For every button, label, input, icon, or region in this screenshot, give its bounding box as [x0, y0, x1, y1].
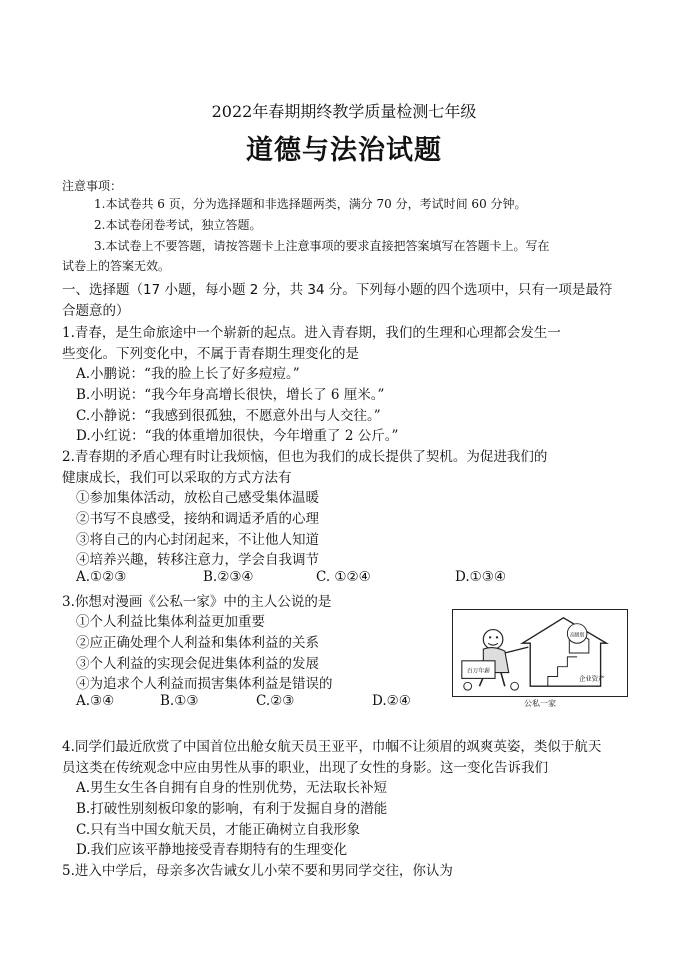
exam-subtitle: 2022年春期期终教学质量检测七年级 [211, 102, 477, 121]
q3-item-2: ②应正确处理个人利益和集体利益的关系 [76, 635, 319, 651]
q3-option-b: B.①③ [160, 693, 199, 709]
notice-item-1: 1.本试卷共 6 页，分为选择题和非选择题两类，满分 70 分，考试时间 60 分钟。 [94, 197, 527, 211]
q3-item-1: ①个人利益比集体利益更加重要 [76, 614, 265, 630]
q2-stem-cont: 健康成长，我们可以采取的方式方法有 [62, 470, 292, 486]
q2-option-c: C. ①②④ [316, 569, 371, 585]
exam-title: 道德与法治试题 [246, 135, 442, 166]
cartoon-box-label: 百万年薪 [466, 668, 491, 675]
section-heading-cont: 合题意的） [62, 303, 130, 319]
q3-stem: 3.你想对漫画《公私一家》中的主人公说的是 [62, 594, 332, 610]
q3-option-a: A.③④ [76, 693, 115, 709]
q2-item-2: ②书写不良感受，接纳和调适矛盾的心理 [76, 511, 319, 527]
q2-item-1: ①参加集体活动，放松自己感受集体温暖 [76, 490, 319, 506]
q3-option-c: C.②③ [256, 693, 295, 709]
notice-item-2: 2.本试卷闭卷考试，独立答题。 [94, 218, 262, 232]
q2-option-d: D.①③④ [455, 569, 506, 585]
q4-option-b: B.打破性别刻板印象的影响，有利于发掘自身的潜能 [76, 801, 388, 817]
q4-stem-cont: 员这类在传统观念中应由男性从事的职业，出现了女性的身影。这一变化告诉我们 [62, 760, 548, 776]
q3-option-d: D.②④ [372, 693, 411, 709]
q4-option-c: C.只有当中国女航天员，才能正确树立自我形象 [76, 822, 361, 838]
q1-stem: 1.青春，是生命旅途中一个崭新的起点。进入青春期，我们的生理和心理都会发生一 [62, 325, 561, 341]
cartoon-illustration [452, 609, 628, 697]
q2-item-3: ③将自己的内心封闭起来，不让他人知道 [76, 532, 319, 548]
q5-stem: 5.进入中学后，母亲多次告诫女儿小荣不要和男同学交往，你认为 [62, 863, 453, 879]
q4-option-a: A.男生女生各自拥有自身的性别优势，无法取长补短 [76, 780, 388, 796]
q1-option-a: A.小鹏说：“我的脸上长了好多痘痘。” [76, 366, 300, 382]
cartoon-gongsi-yijia [452, 609, 628, 715]
q3-item-3: ③个人利益的实现会促进集体利益的发展 [76, 656, 319, 672]
cartoon-house-label: 企业资产 [579, 675, 605, 683]
notice-item-3: 3.本试卷上不要答题，请按答题卡上注意事项的要求直接把答案填写在答题卡上。写在 [94, 239, 550, 253]
q2-stem: 2.青春期的矛盾心理有时让我烦恼，但也为我们的成长提供了契机。为促进我们的 [62, 449, 548, 465]
q4-stem: 4.同学们最近欣赏了中国首位出舱女航天员王亚平，巾帼不让须眉的飒爽英姿，类似于航天 [62, 739, 602, 755]
q2-option-a: A.①②③ [76, 569, 127, 585]
notice-item-3-cont: 试卷上的答案无效。 [62, 259, 171, 273]
q1-option-b: B.小明说：“我今年身高增长很快，增长了 6 厘米。” [76, 387, 385, 403]
q2-option-b: B.②③④ [203, 569, 254, 585]
cartoon-sign-label: 高级别 [569, 632, 585, 639]
q1-option-c: C.小静说：“我感到很孤独，不愿意外出与人交往。” [76, 408, 381, 424]
q1-option-d: D.小红说：“我的体重增加很快，今年增重了 2 公斤。” [76, 428, 399, 444]
q3-item-4: ④为追求个人利益而损害集体利益是错误的 [76, 676, 333, 692]
q1-stem-cont: 些变化。下列变化中，不属于青春期生理变化的是 [62, 346, 359, 362]
q4-option-d: D.我们应该平静地接受青春期特有的生理变化 [76, 842, 348, 858]
section-heading: 一、选择题（17 小题，每小题 2 分，共 34 分。下列每小题的四个选项中，只有一项是最符 [62, 282, 613, 298]
notice-heading: 注意事项： [62, 179, 123, 193]
cartoon-caption: 公私一家 [524, 699, 556, 708]
q2-item-4: ④培养兴趣，转移注意力，学会自我调节 [76, 552, 319, 568]
